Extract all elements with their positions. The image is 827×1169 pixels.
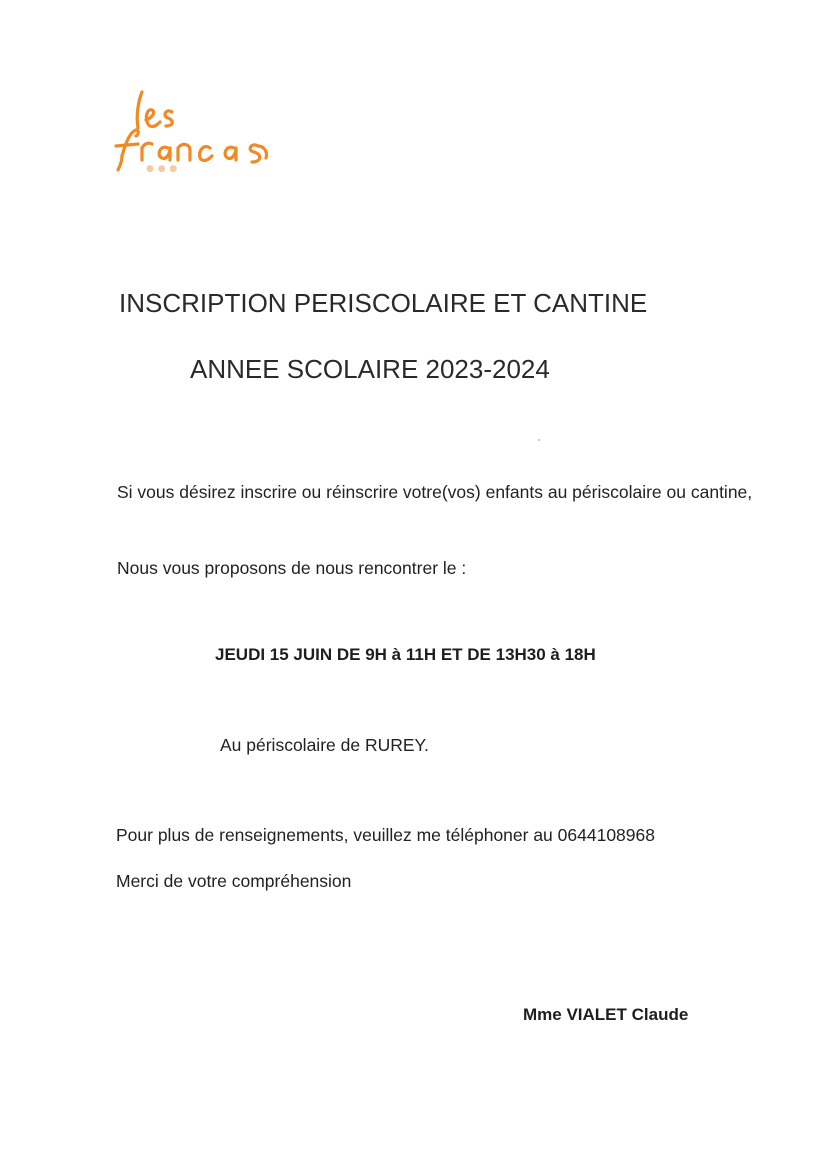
contact-text: Pour plus de renseignements, veuillez me téléphoner au: [116, 825, 558, 845]
meeting-location: Au périscolaire de RUREY.: [220, 735, 429, 755]
francas-logo: [108, 86, 298, 186]
signature-name: Mme VIALET Claude: [523, 1005, 689, 1024]
document-title: INSCRIPTION PERISCOLAIRE ET CANTINE: [119, 288, 648, 318]
scan-speck: [538, 439, 540, 441]
meeting-date-time: JEUDI 15 JUIN DE 9H à 11H ET DE 13H30 à 18H: [215, 645, 596, 664]
contact-paragraph: [116, 822, 655, 849]
thanks-paragraph: Merci de votre compréhension: [116, 871, 352, 891]
school-year-subtitle: ANNEE SCOLAIRE 2023-2024: [190, 354, 550, 384]
intro-paragraph: Si vous désirez inscrire ou réinscrire votre(vos) enfants au périscolaire ou cantine,: [117, 482, 753, 502]
proposal-paragraph: Nous vous proposons de nous rencontrer le :: [117, 558, 467, 578]
phone-number: 0644108968: [557, 825, 655, 845]
logo-tagline-mark: ● ● ●: [146, 164, 178, 174]
francas-logo-mark: [108, 86, 298, 186]
